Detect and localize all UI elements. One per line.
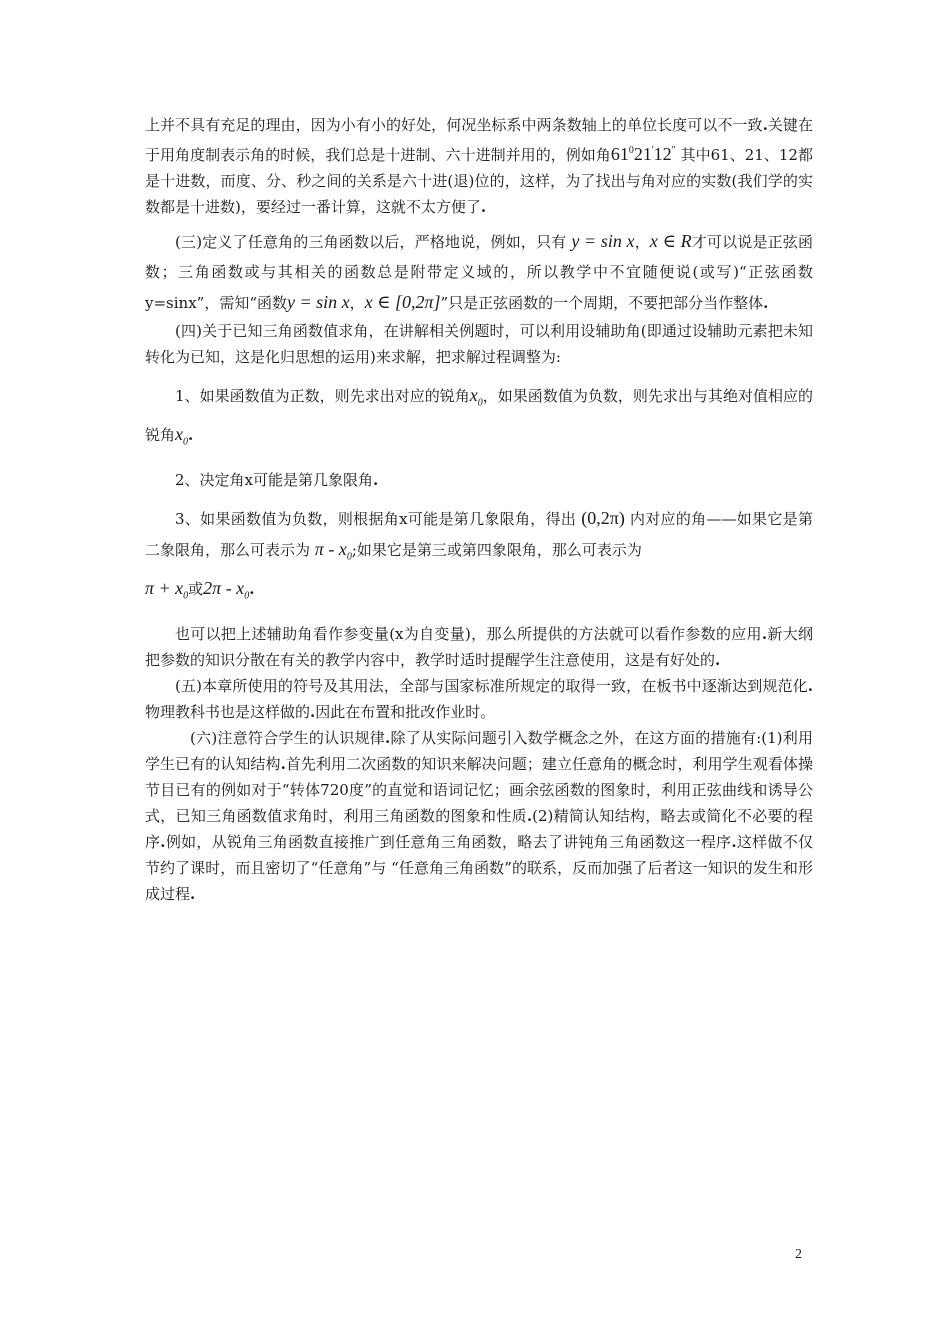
paragraph-3: (四)关于已知三角函数值求角，在讲解相关例题时，可以利用设辅助角(即通过设辅助元素把未知转化为已知，这是化归思想的运用)来求解，把求解过程调整为: (145, 322, 813, 366)
formula-y-sinx-2: y = sin x (287, 292, 350, 312)
formula-pi-minus-x0: π - $x_0$ (314, 539, 352, 563)
period-mark: . (160, 833, 166, 852)
formula-2pi-minus-x0: $2\pi - x_0$ (203, 577, 250, 602)
period-mark: . (715, 651, 721, 670)
period-mark: . (480, 198, 487, 216)
period-mark: . (762, 116, 768, 134)
paragraph-4: 1、如果函数值为正数，则先求出对应的锐角$x_0$，如果函数值为负数，则先求出与其绝对值相应的锐角$x_0$. (145, 385, 813, 448)
period-mark: . (249, 579, 255, 598)
period-mark: . (731, 833, 737, 852)
period-mark: . (280, 755, 286, 774)
document-body (145, 112, 813, 907)
formula-interval: (0,2π) (581, 508, 625, 529)
period-mark: . (190, 885, 196, 904)
angle-value: $61^021'12^"$ (610, 144, 676, 164)
period-mark: . (310, 703, 316, 722)
paragraph-2: (三)定义了任意角的三角函数以后，严格地说，例如，只有 y = sin x，x ∈ R才可以说是正弦函数；三角函数或与其相关的函数总是附带定义域的，所以教学中不宜随便说(或写)“正弦函数y=sinx”，需知“函数y = sin x，x ∈ [0,2π]”只是正弦函数的一个周期，不要把部分当作整体. (145, 231, 813, 312)
formula-x-in-r: x ∈ R (649, 231, 692, 251)
period-mark: . (526, 807, 533, 826)
paragraph-7: 也可以把上述辅助角看作参变量(x为自变量)，那么所提供的方法就可以看作参数的应用.新大纲把参数的知识分散在有关的教学内容中，教学时适时提醒学生注意使用，这是有好处的. (145, 625, 813, 670)
paragraph-6: 3、如果函数值为负数，则根据角x可能是第几象限角，得出 (0,2π) 内对应的角——如果它是第二象限角，那么可表示为 π - $x_0$;如果它是第三或第四象限角，那么可表示为 $\pi + x_0$或$2\pi - x_0$. (145, 508, 813, 602)
period-mark: . (807, 677, 813, 696)
period-mark: . (761, 625, 768, 644)
page-number: 2 (795, 1247, 802, 1262)
paragraph-8: (五)本章所使用的符号及其用法，全部与国家标准所规定的取得一致，在板书中逐渐达到规范化.物理教科书也是这样做的.因此在布置和批改作业时。 (145, 677, 813, 722)
formula-pi-plus-x0: $\pi + x_0$ (145, 577, 189, 602)
paragraph-1: 上并不具有充足的理由，因为小有小的好处，何况坐标系中两条数轴上的单位长度可以不一致.关键在于用角度制表示角的时候，我们总是十进制、六十进制并用的，例如角$61^021'12^"$ 其中61、21、12都是十进数，而度、分、秒之间的关系是六十进(退)位的，这样，为了找出与角对应的实数(我们学的实数都是十进数)，要经过一番计算，这就不太方便了. (145, 116, 813, 216)
period-mark: . (385, 729, 391, 748)
formula-x0-2: $x_0$ (175, 423, 189, 448)
formula-x0: $x_0$ (469, 385, 483, 409)
paragraph-5: 2、决定角x可能是第几象限角. (175, 471, 379, 490)
period-mark: . (373, 471, 379, 490)
paragraph-9: (六)注意符合学生的认识规律.除了从实际问题引入数学概念之外，在这方面的措施有:(1)利用学生已有的认知结构.首先利用二次函数的知识来解决问题；建立任意角的概念时，利用学生观看体操节目已有的例如对于“转体720度”的直觉和语词记忆；画余弦函数的图象时，利用正弦曲线和诱导公式，已知三角函数值求角时，利用三角函数的图象和性质.(2)精简认知结构，略去或简化不必要的程序.例如，从锐角三角函数直接推广到任意角三角函数，略去了讲钝角三角函数这一程序.这样做不仅节约了课时，而且密切了“任意角”与 “任意角三角函数”的联系，反而加强了后者这一知识的发生和形成过程. (145, 729, 813, 904)
period-mark: . (763, 294, 769, 312)
formula-x-interval: x ∈ [0,2π] (364, 292, 441, 312)
formula-y-sinx: y = sin x (571, 231, 635, 251)
period-mark: . (188, 425, 194, 444)
